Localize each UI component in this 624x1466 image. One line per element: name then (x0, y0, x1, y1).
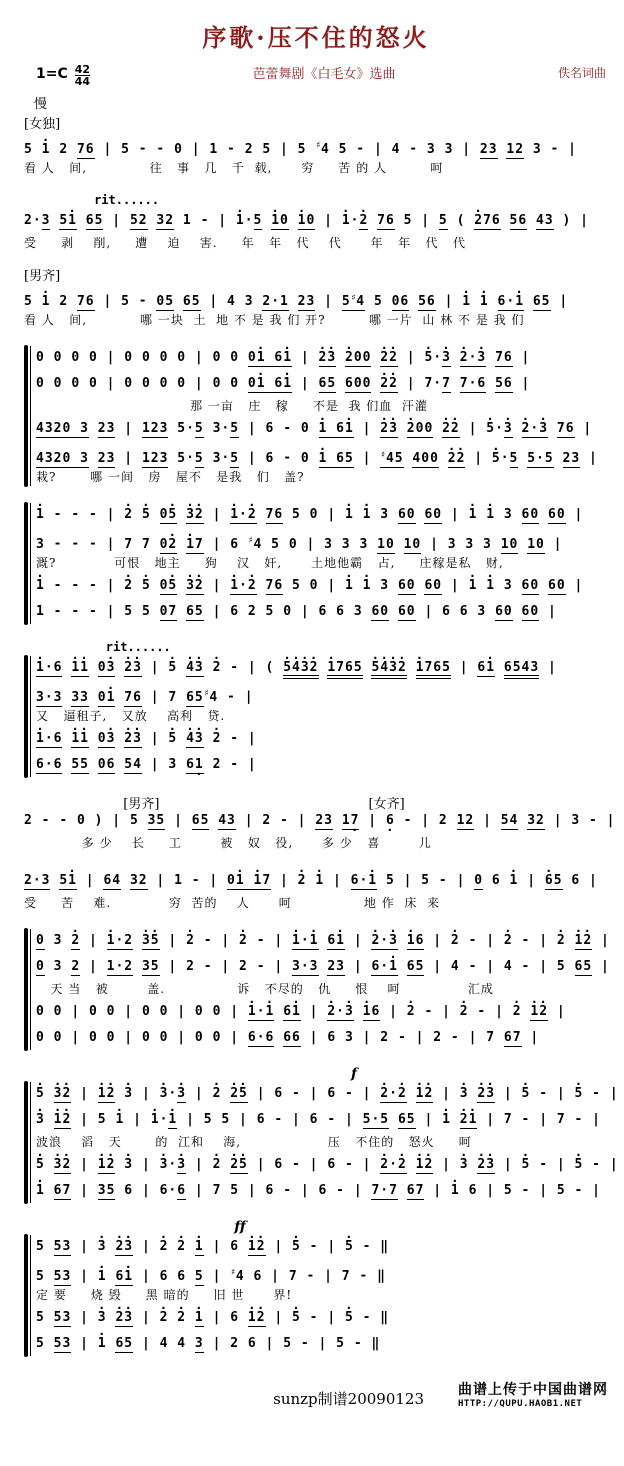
rit-mark: rit...... (94, 193, 160, 207)
lyrics-line: 看 人 间, 往 事 几 千 载, 穷 苦 的 人 呵 (24, 161, 444, 175)
meta-row (24, 61, 608, 87)
notation-line: 2·3 51 · 65 | 52 32 1 - | 1 ··5 1 ·0 1 ·0 | 1 ··2 · 76 5 | 5 ( 2 ·76 56 43 ) | (24, 208, 608, 234)
notation-line: 5 · 3 ·2 · | 1 ·2 · 3 · | 3 ··3 · | 2 · 2 ·5 · | 6 - | 6 - | 2 ··2 · 1 ·2 · | 3 · 2 ·3 · | 5 · - | 5 · - | (36, 1152, 608, 1178)
rit-mark: rit...... (105, 640, 171, 654)
score-system-group (24, 502, 608, 625)
system-bracket (24, 655, 33, 778)
notation-line: 1 ··6 1 ·1 · 03 · 2 ·3 · | 5 · 4 ·3 · 2 · - | (36, 726, 608, 752)
lyrics-line: 波浪 滔 天 的 江和 海, 压 不住的 怒火 呵 (36, 1135, 472, 1149)
notation-line: 4320 3 23 | 123 5·5 3·5 | 6 - 0 1 · 61 · | 2 ·3 · 2 ·00 2 ·2 · | 5 ··3 · 2 ··3 · 76 | (36, 416, 608, 442)
system-bracket (24, 928, 33, 1051)
notation-line: 5 · 3 ·2 · | 1 ·2 · 3 · | 3 ··3 · | 2 · 2 ·5 · | 6 - | 6 - | 2 ··2 · 1 ·2 · | 3 · 2 ·3 · | 5 · - | 5 · - | (36, 1081, 608, 1107)
notation-line: 3·3 33 01 · 76 | 7 65♯4 - | (36, 681, 608, 707)
notation-line: 1 - - - | 5 5 07 65 | 6 2 5 0 | 6 6 3 60 60 | 6 6 3 60 60 | (36, 604, 557, 619)
lyrics-line: 溉? 可恨 地主 狗 汉 奸, 土地他霸 占, 庄稼是私 财, (36, 556, 504, 570)
notation-line: 1 · 67 | 35 6 | 6·6 | 7 5 | 6 - | 6 - | 7·7 67 | 1 · 6 | 5 - | 5 - | (36, 1178, 608, 1204)
score-title: 序歌·压不住的怒火 (202, 23, 430, 52)
time-signatures (75, 61, 90, 87)
score-subtitle: 芭蕾舞剧《白毛女》选曲 (252, 67, 396, 82)
notation-line: 3 - - - | 7 7 02 · 1 ·7 | 6 ♯4 5 0 | 3 3 3 10 10 | 3 3 3 10 10 | (36, 528, 608, 554)
system-bracket (24, 345, 33, 487)
notation-line: 5 53 | 1 · 65 | 4 4 3 | 2 6 | 5 - | 5 - ‖ (36, 1331, 608, 1357)
notation-line: 1 ··6 1 ·1 · 03 · 2 ·3 · | 5 · 4 ·3 · 2 · - | ( 5 ·4 ·3 ·2 · 1 ·765 5 ·4 ·3 ·2 · 1 ·765 | 61 · 6543 | (36, 655, 608, 681)
section-label: [男齐] (24, 269, 61, 284)
lyrics-line: 看 人 间, 哪 一块 土 地 不 是 我 们 开? 哪 一片 山 林 不 是 我 们 (24, 313, 525, 327)
notation-line: 2 - - 0 ) | 5 35 | 65 43 | 2 - | 23 17 · | 6 · - | 2 12 | 54 32 | 3 - | (24, 808, 608, 834)
dynamic-f: f (351, 1066, 358, 1082)
composer-credit: 佚名词曲 (557, 66, 606, 80)
notation-line: 1 · - - - | 2 · 5 · 05 · 3 ·2 · | 1 ··2 · 76 5 0 | 1 · 1 · 3 60 60 | 1 · 1 · 3 60 60 | (36, 502, 608, 528)
lyrics-line: 栽? 哪 一间 房 屋不 是我 们 盖? (36, 470, 305, 484)
score-body (24, 116, 619, 1357)
label-female-chorus: [女齐] (368, 797, 405, 812)
notation-line: 5 1 · 2 76 | 5 - 05 65 | 4 3 2·1 23 | 5♯4 5 06 56 | 1 · 1 · 6·1 · 65 | (24, 285, 608, 311)
section-label: [女独] (24, 117, 61, 132)
lyrics-line: 又 逼租子, 又放 高利 贷. (36, 709, 226, 723)
notation-line: 1 · - - - | 2 · 5 · 05 · 3 ·2 · | 1 ··2 · 76 5 0 | 1 · 1 · 3 60 60 | 1 · 1 · 3 60 60 | (36, 573, 608, 599)
system-bracket (24, 1081, 33, 1204)
footer (24, 1379, 608, 1411)
notation-line: 4320 3 23 | 123 5·5 3·5 | 6 - 0 1 · 65 | ♯45 400 2 ·2 · | 5 ··5 5·5 23 | (36, 442, 608, 468)
marks-row (24, 1219, 608, 1234)
notation-line: 0 3 2 · | 1 ··2 3 ·5 · | 2 · - | 2 · - | 1 ··1 · 61 · | 2 ··3 · 1 ·6 | 2 · - | 2 · - | 2 · 1 ·2 · | (36, 928, 608, 954)
score-system-group (24, 345, 608, 487)
key-signature (36, 61, 90, 87)
notation-line: 0 0 0 0 | 0 0 0 0 | 0 0 01 · 61 · | 2 ·3 · 2 ·00 2 ·2 · | 5 ··3 · 2 ··3 · 76 | (36, 345, 608, 371)
notation-line: 5 53 | 3 · 2 ·3 · | 2 · 2 · 1 · | 6 1 ·2 · | 5 · - | 5 · - ‖ (36, 1234, 608, 1260)
notation-line: 0 0 | 0 0 | 0 0 | 0 0 | 1 ··1 · 61 · | 2 ··3 · 1 ·6 | 2 · - | 2 · - | 2 · 1 ·2 · | (36, 999, 608, 1025)
marks-row (24, 193, 608, 208)
lyrics-line: 受 苦 难. 穷 苦的 人 呵 地 作 床 来 (24, 896, 440, 910)
notation-line: 0 0 | 0 0 | 0 0 | 0 0 | 6·6 66 | 6 3 | 2 - | 2 - | 7 67 | (36, 1030, 540, 1045)
notation-line: 5 1 · 2 76 | 5 - - 0 | 1 - 2 5 | 5 ♯4 5 - | 4 - 3 3 | 23 12 3 - | (24, 133, 608, 159)
notation-line: 5 53 | 3 · 2 ·3 · | 2 · 2 · 1 · | 6 1 ·2 · | 5 · - | 5 · - ‖ (36, 1305, 608, 1331)
score-system-group (24, 1219, 608, 1357)
score-system (24, 868, 608, 913)
score-system (24, 116, 608, 178)
score-system-group (24, 640, 608, 778)
notation-line: 6·6 55 06 54 | 3 61 · 2 - | (36, 752, 608, 778)
lyrics-line: 受 剥 削, 遭 迫 害. 年 年 代 代 年 年 代 代 (24, 236, 466, 250)
dynamic-ff: ff (234, 1219, 246, 1235)
lyrics-line: 定 要 烧 毁 黑 暗的 旧 世 界! (36, 1288, 293, 1302)
lyrics-line: 天 当 被 盖. 诉 不尽的 仇 恨 呵 汇成 (36, 982, 494, 996)
time-signature-1: $\frac{2}{4}$ (82, 63, 91, 88)
transcriber-credit: sunzp制谱20090123 (273, 1390, 424, 1408)
lyrics-line: 那 一亩 庄 稼 不是 我 们血 汗灌 (36, 399, 428, 413)
site-url: HTTP://QUPU.HAOB1.NET (458, 1399, 583, 1409)
system-bracket (24, 502, 33, 625)
score-system (24, 268, 608, 330)
lyrics-line: 多 少 长 工 被 奴 役, 多 少 喜 儿 (24, 836, 432, 850)
marks-row (24, 793, 608, 812)
notation-line: 0 3 2 | 1·2 35 | 2 - | 2 - | 3·3 23 | 6·1 · 65 | 4 - | 4 - | 5 65 | (36, 954, 608, 980)
score-system-group (24, 1066, 619, 1204)
system-bracket (24, 1234, 33, 1357)
site-stamp (458, 1379, 608, 1409)
site-name: 曲谱上传于中国曲谱网 (458, 1382, 608, 1398)
score-system-group (24, 928, 608, 1051)
notation-line: 5 53 | 1 · 61 · | 6 6 5 | ♯4 6 | 7 - | 7 - ‖ (36, 1260, 608, 1286)
key-text: 1=C (36, 66, 68, 82)
score-system (24, 793, 616, 853)
notation-line: 2·3 51 · | 64 32 | 1 - | 01 · 1 ·7 | 2 · 1 · | 6·1 · 5 | 5 - | 0 6 1 · | 6 ·5 6 | (24, 868, 608, 894)
score-system (24, 193, 608, 253)
notation-line: 0 0 0 0 | 0 0 0 0 | 0 0 01 · 61 · | 65 600 2 ·2 · | 7·7 7·6 56 | (36, 371, 608, 397)
time-signature-0: $\frac{4}{4}$ (74, 63, 83, 88)
tempo-mark: 慢 (34, 97, 48, 112)
notation-line: 3 · 1 ·2 · | 5 1 · | 1 ··1 · | 5 5 | 6 - | 6 - | 5·5 65 | 1 · 2 ·1 · | 7 - | 7 - | (36, 1107, 608, 1133)
label-male-chorus: [男齐] (123, 797, 160, 812)
